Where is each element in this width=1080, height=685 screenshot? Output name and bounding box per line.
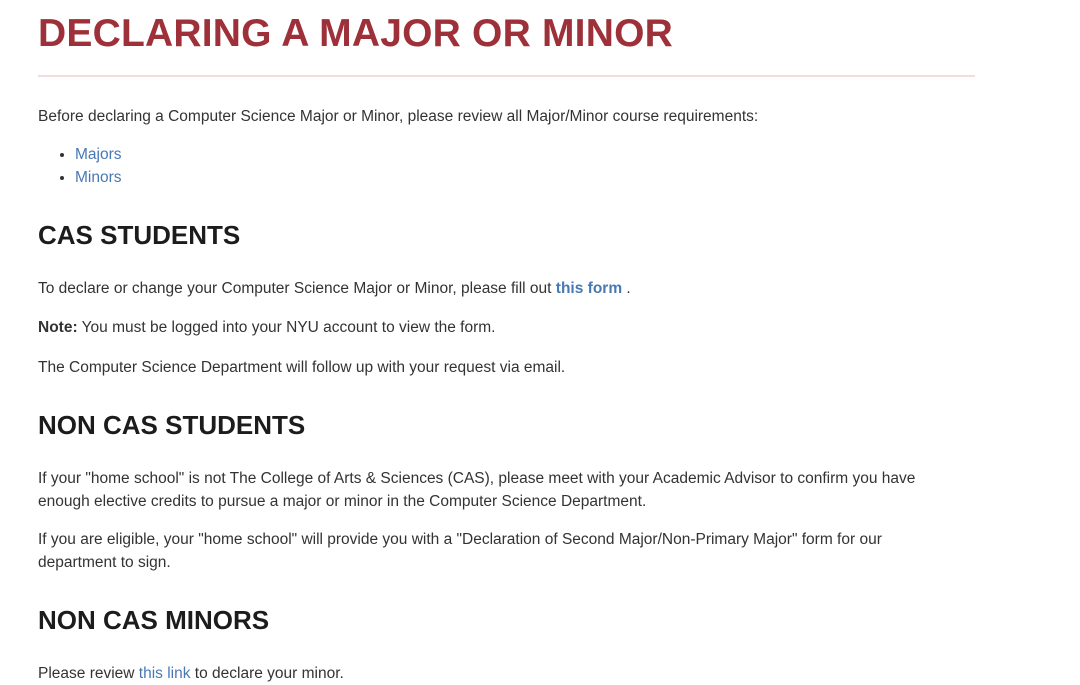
majors-link[interactable]: Majors bbox=[75, 145, 122, 163]
this-link-link[interactable]: this link bbox=[138, 665, 191, 683]
title-divider bbox=[38, 75, 975, 77]
note-text: You must be logged into your NYU account to view the form. bbox=[77, 319, 496, 337]
cas-declare-paragraph bbox=[38, 277, 960, 300]
non-cas-minors-paragraph bbox=[38, 662, 960, 685]
this-form-link[interactable]: this form bbox=[555, 280, 623, 298]
minors-link[interactable]: Minors bbox=[75, 168, 122, 186]
non-cas-paragraph-2: If you are eligible, your "home school" will provide you with a "Declaration of Second Major/Non-Primary Major" form for our department to sign. bbox=[38, 531, 882, 572]
cas-followup-paragraph: The Computer Science Department will follow up with your request via email. bbox=[38, 359, 566, 377]
section-heading-non-cas-minors: NON CAS MINORS bbox=[38, 605, 270, 636]
page-title: DECLARING A MAJOR OR MINOR bbox=[38, 12, 673, 55]
cas-note-paragraph bbox=[38, 316, 960, 339]
review-suffix: to declare your minor. bbox=[190, 665, 344, 683]
review-prefix: Please review bbox=[38, 665, 139, 683]
cas-declare-suffix: . bbox=[622, 280, 631, 298]
requirements-list bbox=[38, 143, 1040, 189]
intro-text: Before declaring a Computer Science Major or Minor, please review all Major/Minor course requirements: bbox=[38, 107, 759, 125]
list-item-minors bbox=[75, 166, 1040, 189]
non-cas-paragraph-1: If your "home school" is not The College of Arts & Sciences (CAS), please meet with your Academic Advisor to confirm you have enough elective credits to pursue a major or minor in the Computer Science Department. bbox=[38, 470, 916, 511]
note-label: Note: bbox=[38, 319, 78, 337]
cas-declare-prefix: To declare or change your Computer Science Major or Minor, please fill out bbox=[38, 280, 556, 298]
list-item-majors bbox=[75, 143, 1040, 166]
section-heading-non-cas-students: NON CAS STUDENTS bbox=[38, 410, 306, 441]
section-heading-cas-students: CAS STUDENTS bbox=[38, 219, 241, 250]
